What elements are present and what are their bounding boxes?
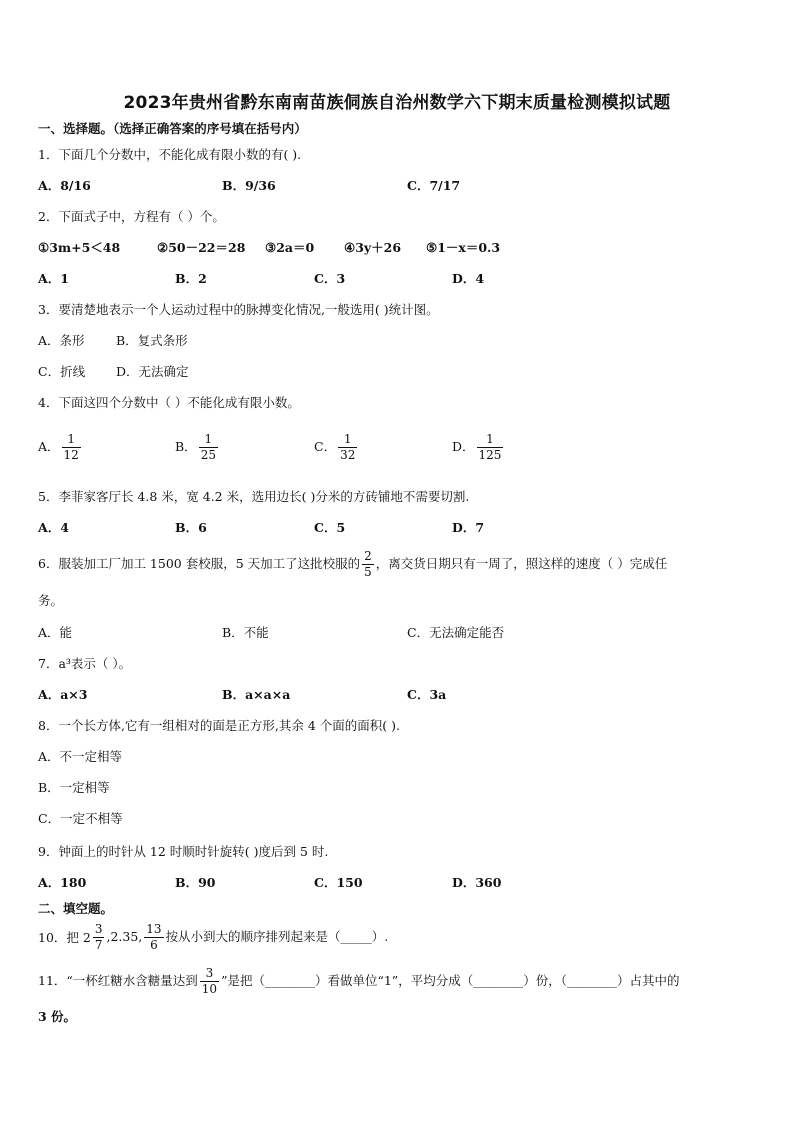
q7-option-a[interactable]: A．a×3 [38, 687, 88, 702]
denominator: 25 [200, 448, 216, 462]
question-6-wrap: 务。 [38, 593, 64, 608]
fraction [338, 432, 357, 463]
question-10 [38, 918, 388, 957]
q1-option-b[interactable]: B．9/36 [222, 178, 276, 193]
question-6 [38, 548, 667, 580]
question-7: 7．a³表示（ ）。 [38, 656, 132, 671]
fraction [93, 922, 105, 953]
q7-option-c[interactable]: C．3a [407, 687, 447, 702]
fraction [362, 549, 374, 580]
q10-suffix: 按从小到大的顺序排列起来是（_____）. [165, 929, 389, 944]
q11-prefix: 11．“一杯红糖水含糖量达到 [38, 973, 198, 988]
denominator: 12 [63, 448, 79, 462]
q9-option-b[interactable]: B．90 [175, 875, 216, 890]
q4-option-a[interactable] [38, 432, 83, 463]
fraction [477, 432, 504, 463]
q4-option-a-label: A． [38, 439, 60, 454]
q2-formula-4: ④3y＋26 [344, 240, 402, 255]
question-11 [38, 963, 679, 999]
q4-option-b[interactable] [175, 432, 220, 463]
q2-formula-5: ⑤1－x＝0.3 [426, 240, 501, 255]
q11-suffix: ”是把（________）看做单位“1”，平均分成（________）份，（________）占其中的 [221, 973, 680, 988]
denominator: 5 [364, 565, 372, 579]
q5-option-d[interactable]: D．7 [452, 520, 485, 535]
q4-option-d-label: D． [452, 439, 475, 454]
q3-option-d[interactable]: D．无法确定 [116, 364, 189, 379]
q10-prefix: 10．把 2 [38, 929, 91, 945]
denominator: 6 [150, 938, 158, 952]
numerator: 1 [343, 432, 352, 446]
question-2: 2．下面式子中，方程有（ ）个。 [38, 209, 225, 224]
q9-option-d[interactable]: D．360 [452, 875, 502, 890]
fraction [200, 966, 219, 997]
fraction [144, 922, 163, 953]
question-11-wrap: 3 份。 [38, 1009, 77, 1024]
q1-option-a[interactable]: A．8/16 [38, 178, 91, 193]
q6-text-before: 6．服装加工厂加工 1500 套校服，5 天加工了这批校服的 [38, 556, 361, 571]
question-5: 5．李菲家客厅长 4.8 米，宽 4.2 米，选用边长( )分米的方砖铺地不需要切割. [38, 489, 470, 504]
q9-option-c[interactable]: C．150 [314, 875, 363, 890]
q2-option-d[interactable]: D．4 [452, 271, 485, 286]
numerator: 2 [364, 549, 372, 563]
q7-option-b[interactable]: B．a×a×a [222, 687, 291, 702]
numerator: 13 [146, 922, 162, 936]
q2-formula-1: ①3m+5＜48 [38, 240, 121, 255]
q6-text-after: ，离交货日期只有一周了，照这样的速度（ ）完成任 [375, 556, 668, 571]
q5-option-a[interactable]: A．4 [38, 520, 69, 535]
numerator: 3 [94, 922, 103, 936]
question-9: 9．钟面上的时针从 12 时顺时针旋转( )度后到 5 时. [38, 844, 329, 859]
question-4: 4．下面这四个分数中（ ）不能化成有限小数。 [38, 395, 300, 410]
q3-option-b[interactable]: B．复式条形 [116, 333, 188, 348]
q3-option-c[interactable]: C．折线 [38, 364, 86, 379]
fraction [62, 432, 81, 463]
q3-option-a[interactable]: A．条形 [38, 333, 85, 348]
numerator: 1 [204, 432, 213, 446]
denominator: 10 [201, 982, 218, 996]
q9-option-a[interactable]: A．180 [38, 875, 87, 890]
q10-middle: ,2.35, [106, 929, 143, 944]
section-2-heading: 二、填空题。 [38, 901, 114, 916]
numerator: 1 [67, 432, 75, 446]
q5-option-b[interactable]: B．6 [175, 520, 207, 535]
q6-option-b[interactable]: B．不能 [222, 625, 269, 640]
q8-option-a[interactable]: A．不一定相等 [38, 749, 123, 764]
numerator: 3 [205, 966, 214, 980]
mixed-number [38, 919, 106, 957]
denominator: 7 [94, 938, 103, 952]
q2-option-c[interactable]: C．3 [314, 271, 346, 286]
q2-option-a[interactable]: A．1 [38, 271, 69, 286]
q6-option-a[interactable]: A．能 [38, 625, 73, 640]
question-8: 8．一个长方体,它有一组相对的面是正方形,其余 4 个面的面积( ). [38, 718, 401, 733]
q8-option-b[interactable]: B．一定相等 [38, 780, 110, 795]
q1-option-c[interactable]: C．7/17 [407, 178, 461, 193]
q4-option-b-label: B． [175, 439, 197, 454]
q4-option-c-label: C． [314, 439, 337, 454]
q2-formula-3: ③2a＝0 [265, 240, 315, 255]
q5-option-c[interactable]: C．5 [314, 520, 346, 535]
q8-option-c[interactable]: C．一定不相等 [38, 811, 123, 826]
numerator: 1 [486, 432, 494, 446]
denominator: 125 [478, 448, 502, 462]
denominator: 32 [340, 448, 356, 462]
fraction [199, 432, 218, 463]
q6-option-c[interactable]: C．无法确定能否 [407, 625, 505, 640]
q2-formula-2: ②50－22＝28 [157, 240, 246, 255]
question-3: 3．要清楚地表示一个人运动过程中的脉搏变化情况,一般选用( )统计图。 [38, 302, 439, 317]
q2-option-b[interactable]: B．2 [175, 271, 207, 286]
q4-option-d[interactable] [452, 432, 505, 463]
section-1-heading: 一、选择题。（选择正确答案的序号填在括号内） [38, 121, 307, 136]
q4-option-c[interactable] [314, 432, 359, 463]
page-title: 2023年贵州省黔东南南苗族侗族自治州数学六下期末质量检测模拟试题 [123, 93, 671, 113]
question-1: 1．下面几个分数中，不能化成有限小数的有( ). [38, 147, 302, 162]
